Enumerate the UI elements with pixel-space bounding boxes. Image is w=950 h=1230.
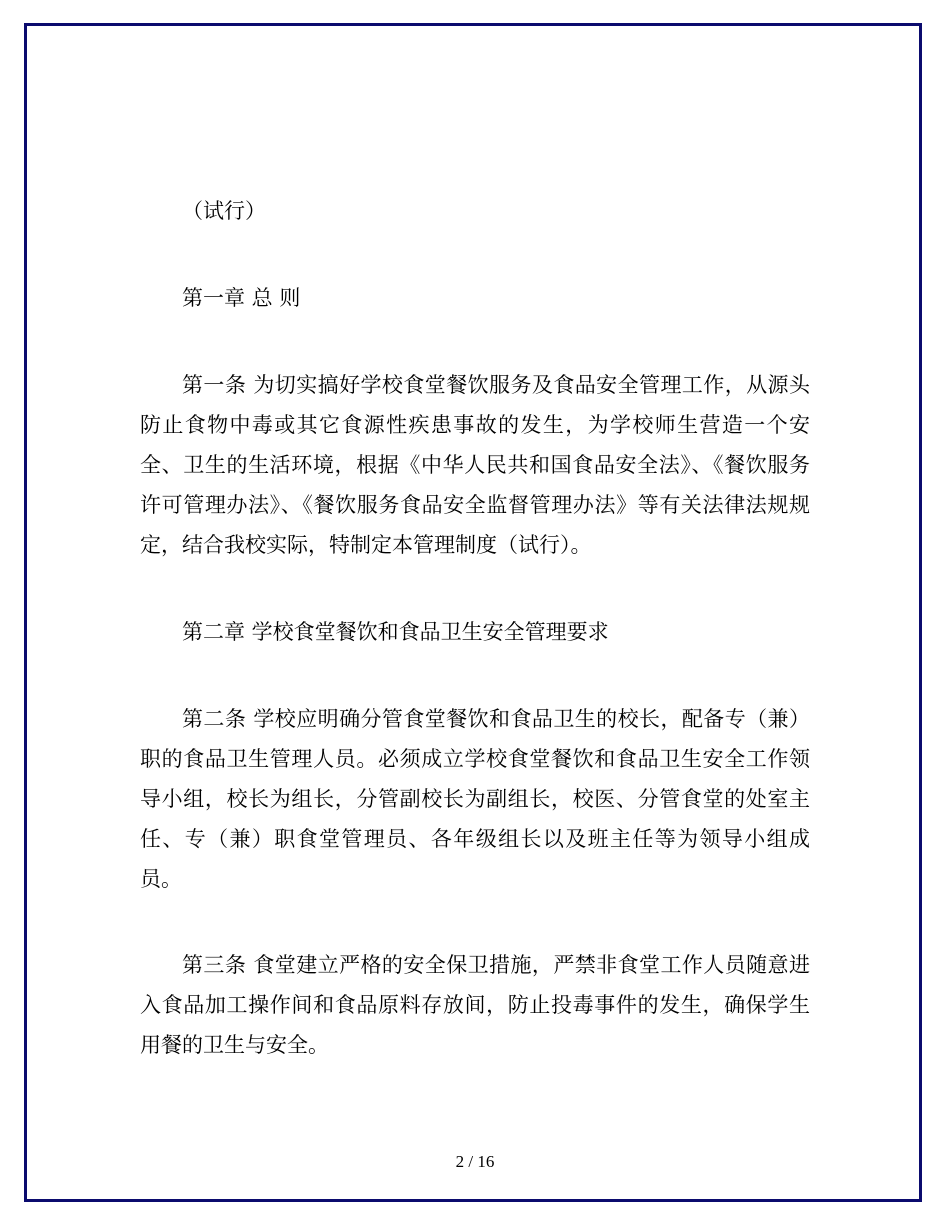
article-2: 第二条 学校应明确分管食堂餐饮和食品卫生的校长，配备专（兼）职的食品卫生管理人员。必须成立学校食堂餐饮和食品卫生安全工作领导小组，校长为组长，分管副校长为副组长，校医、分管食堂的处室主任、专（兼）职食堂管理员、各年级组长以及班主任等为领导小组成员。 — [140, 707, 810, 891]
document-subtitle: （试行） — [182, 199, 266, 223]
chapter-1-heading: 第一章 总 则 — [182, 286, 301, 310]
article-3: 第三条 食堂建立严格的安全保卫措施，严禁非食堂工作人员随意进入食品加工操作间和食品原料存放间，防止投毒事件的发生，确保学生用餐的卫生与安全。 — [140, 953, 810, 1057]
chapter-2-heading: 第二章 学校食堂餐饮和食品卫生安全管理要求 — [182, 620, 609, 644]
article-1: 第一条 为切实搞好学校食堂餐饮服务及食品安全管理工作，从源头防止食物中毒或其它食源性疾患事故的发生，为学校师生营造一个安全、卫生的生活环境，根据《中华人民共和国食品安全法》、《餐饮服务许可管理办法》、《餐饮服务食品安全监督管理办法》等有关法律法规规定，结合我校实际，特制定本管理制度（试行）。 — [140, 373, 810, 557]
page-number: 2 / 16 — [455, 1152, 495, 1171]
document-body — [140, 191, 810, 1065]
